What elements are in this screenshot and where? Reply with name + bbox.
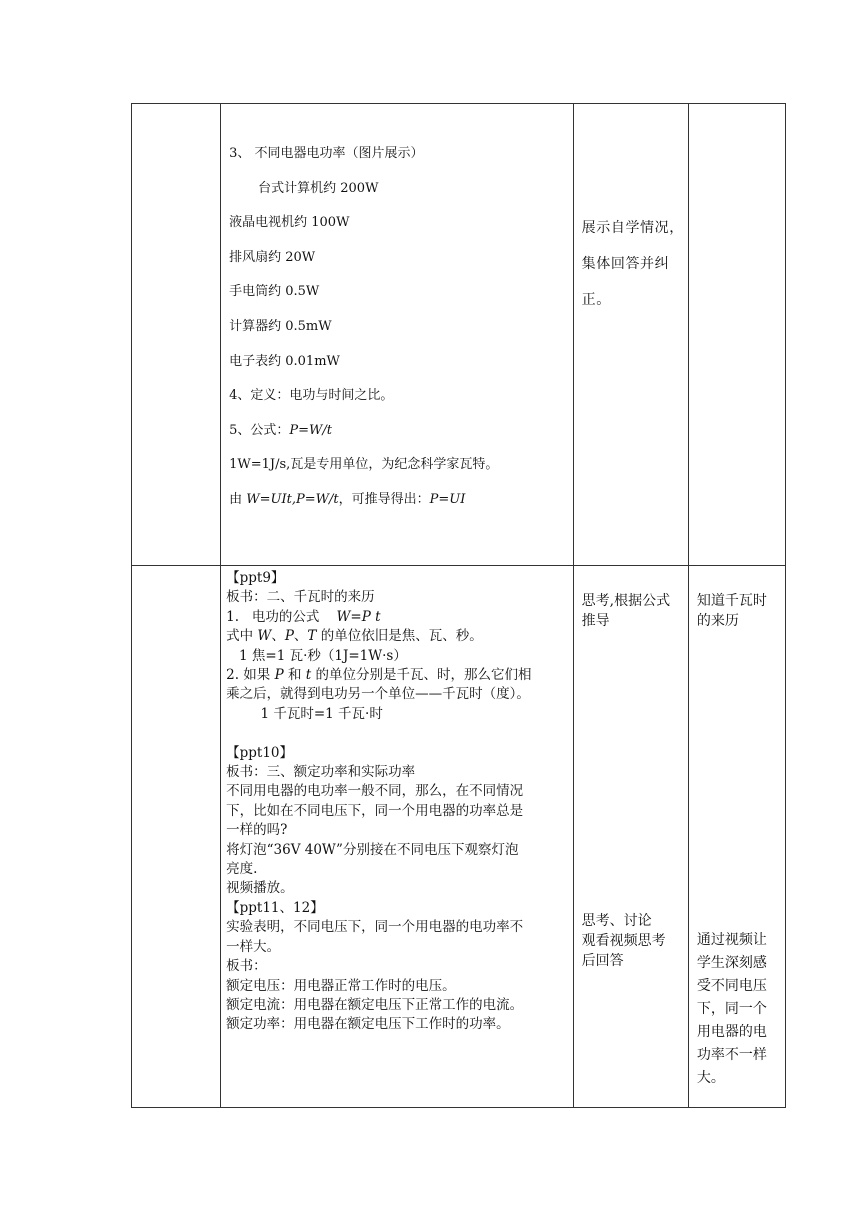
intent-line: 下，同一个 bbox=[696, 1001, 767, 1017]
formula: P=UI bbox=[429, 491, 466, 507]
content-line bbox=[226, 666, 569, 685]
text: 由 bbox=[229, 491, 247, 507]
content-line: 额定电流：用电器在额定电压下正常工作的电流。 bbox=[226, 996, 524, 1013]
content-line: 排风扇约 20W bbox=[229, 249, 316, 265]
activity-line: 思考,根据公式 bbox=[581, 593, 671, 609]
intent-line: 学生深刻感 bbox=[696, 955, 767, 971]
content-line: 板书：三、额定功率和实际功率 bbox=[226, 764, 416, 781]
content-line bbox=[229, 491, 567, 508]
content-line: 4、定义：电功与时间之比。 bbox=[229, 388, 394, 404]
content-line: 1 千瓦时=1 千瓦·时 bbox=[226, 705, 383, 722]
activity-line: 思考、讨论 bbox=[581, 913, 652, 929]
text: 式中 bbox=[226, 628, 258, 645]
text: 和 bbox=[283, 667, 306, 684]
design-intent-cell bbox=[688, 104, 785, 566]
teaching-content-cell bbox=[221, 566, 574, 1108]
design-intent-cell bbox=[688, 566, 785, 1108]
activity-line: 推导 bbox=[581, 613, 610, 629]
content-line: 1 焦=1 瓦·秒（1J=1W·s） bbox=[226, 647, 407, 664]
symbol: T bbox=[307, 628, 317, 645]
content-line bbox=[229, 422, 567, 439]
content-line: 额定电压：用电器正常工作时的电压。 bbox=[226, 977, 456, 994]
symbol: W bbox=[257, 628, 272, 645]
activity-line: 正。 bbox=[581, 292, 611, 308]
table-row bbox=[132, 566, 786, 1108]
text: 1. 电功的公式 bbox=[226, 608, 337, 625]
content-line: 将灯泡“36V 40W”分别接在不同电压下观察灯泡 bbox=[226, 841, 519, 858]
content-line: 手电筒约 0.5W bbox=[229, 284, 320, 300]
formula: P=W/t bbox=[289, 422, 333, 438]
student-activity-cell bbox=[573, 566, 688, 1108]
content-line: 不同用电器的电功率一般不同，那么，在不同情况 bbox=[226, 783, 524, 800]
text: ，可推导得出： bbox=[338, 491, 430, 507]
content-line: 视频播放。 bbox=[226, 880, 294, 897]
content-line: 一样的吗? bbox=[226, 822, 288, 839]
activity-line: 后回答 bbox=[581, 953, 624, 969]
content-line: 1W=1J/s,瓦是专用单位，为纪念科学家瓦特。 bbox=[229, 457, 499, 473]
content-line: 板书：二、千瓦时的来历 bbox=[226, 589, 375, 606]
text: 、 bbox=[271, 628, 285, 645]
stage-cell bbox=[132, 104, 221, 566]
content-line: 乘之后，就得到电功另一个单位——千瓦时（度）。 bbox=[226, 686, 530, 703]
content-line: 3、 不同电器电功率（图片展示） bbox=[229, 146, 424, 161]
content-line bbox=[226, 627, 569, 646]
content-line: 下，比如在不同电压下，同一个用电器的功率总是 bbox=[226, 802, 524, 819]
activity-line: 展示自学情况， bbox=[581, 220, 684, 236]
intent-line: 功率不一样 bbox=[696, 1047, 767, 1063]
content-line: 额定功率：用电器在额定电压下工作时的功率。 bbox=[226, 1016, 510, 1033]
content-line: 【ppt11、12】 bbox=[226, 899, 324, 916]
content-line: 电子表约 0.01mW bbox=[229, 353, 340, 369]
intent-line: 大。 bbox=[696, 1070, 725, 1086]
content-line: 台式计算机约 200W bbox=[258, 180, 379, 196]
content-line: 液晶电视机约 100W bbox=[229, 215, 350, 231]
spacer bbox=[582, 631, 684, 911]
content-line: 计算器约 0.5mW bbox=[229, 318, 332, 334]
content-line: 实验表明，不同电压下，同一个用电器的电功率不 bbox=[226, 919, 524, 936]
intent-line: 知道千瓦时 bbox=[696, 593, 767, 609]
text: 的单位分别是千瓦、时，那么它们相 bbox=[311, 667, 532, 684]
teaching-content-cell bbox=[221, 104, 574, 566]
activity-line: 观看视频思考 bbox=[581, 933, 666, 949]
symbol: P bbox=[274, 667, 284, 684]
content-line: 亮度. bbox=[226, 861, 258, 878]
student-activity-cell bbox=[573, 104, 688, 566]
spacer bbox=[697, 631, 781, 929]
content-line: 【ppt9】 bbox=[226, 570, 285, 586]
content-line bbox=[226, 608, 569, 627]
intent-line: 的来历 bbox=[696, 613, 739, 629]
formula: W=UIt,P=W/t bbox=[246, 491, 339, 507]
lesson-plan-table bbox=[131, 103, 786, 1108]
content-line: 板书： bbox=[226, 958, 267, 975]
intent-line: 受不同电压 bbox=[696, 978, 767, 994]
content-line: 一样大。 bbox=[226, 938, 281, 955]
formula: W=P t bbox=[336, 608, 381, 625]
text: 的单位依旧是焦、瓦、秒。 bbox=[316, 628, 483, 645]
text: 、 bbox=[293, 628, 308, 645]
table-row bbox=[132, 104, 786, 566]
spacer bbox=[226, 724, 569, 743]
activity-line: 集体回答并纠 bbox=[581, 256, 670, 272]
symbol: P bbox=[284, 628, 294, 645]
text: 2. 如果 bbox=[226, 667, 275, 684]
content-line: 【ppt10】 bbox=[226, 744, 294, 761]
text: 5、公式： bbox=[229, 422, 290, 438]
intent-line: 通过视频让 bbox=[696, 932, 767, 948]
symbol: t bbox=[305, 667, 312, 684]
stage-cell bbox=[132, 566, 221, 1108]
intent-line: 用电器的电 bbox=[696, 1024, 767, 1040]
